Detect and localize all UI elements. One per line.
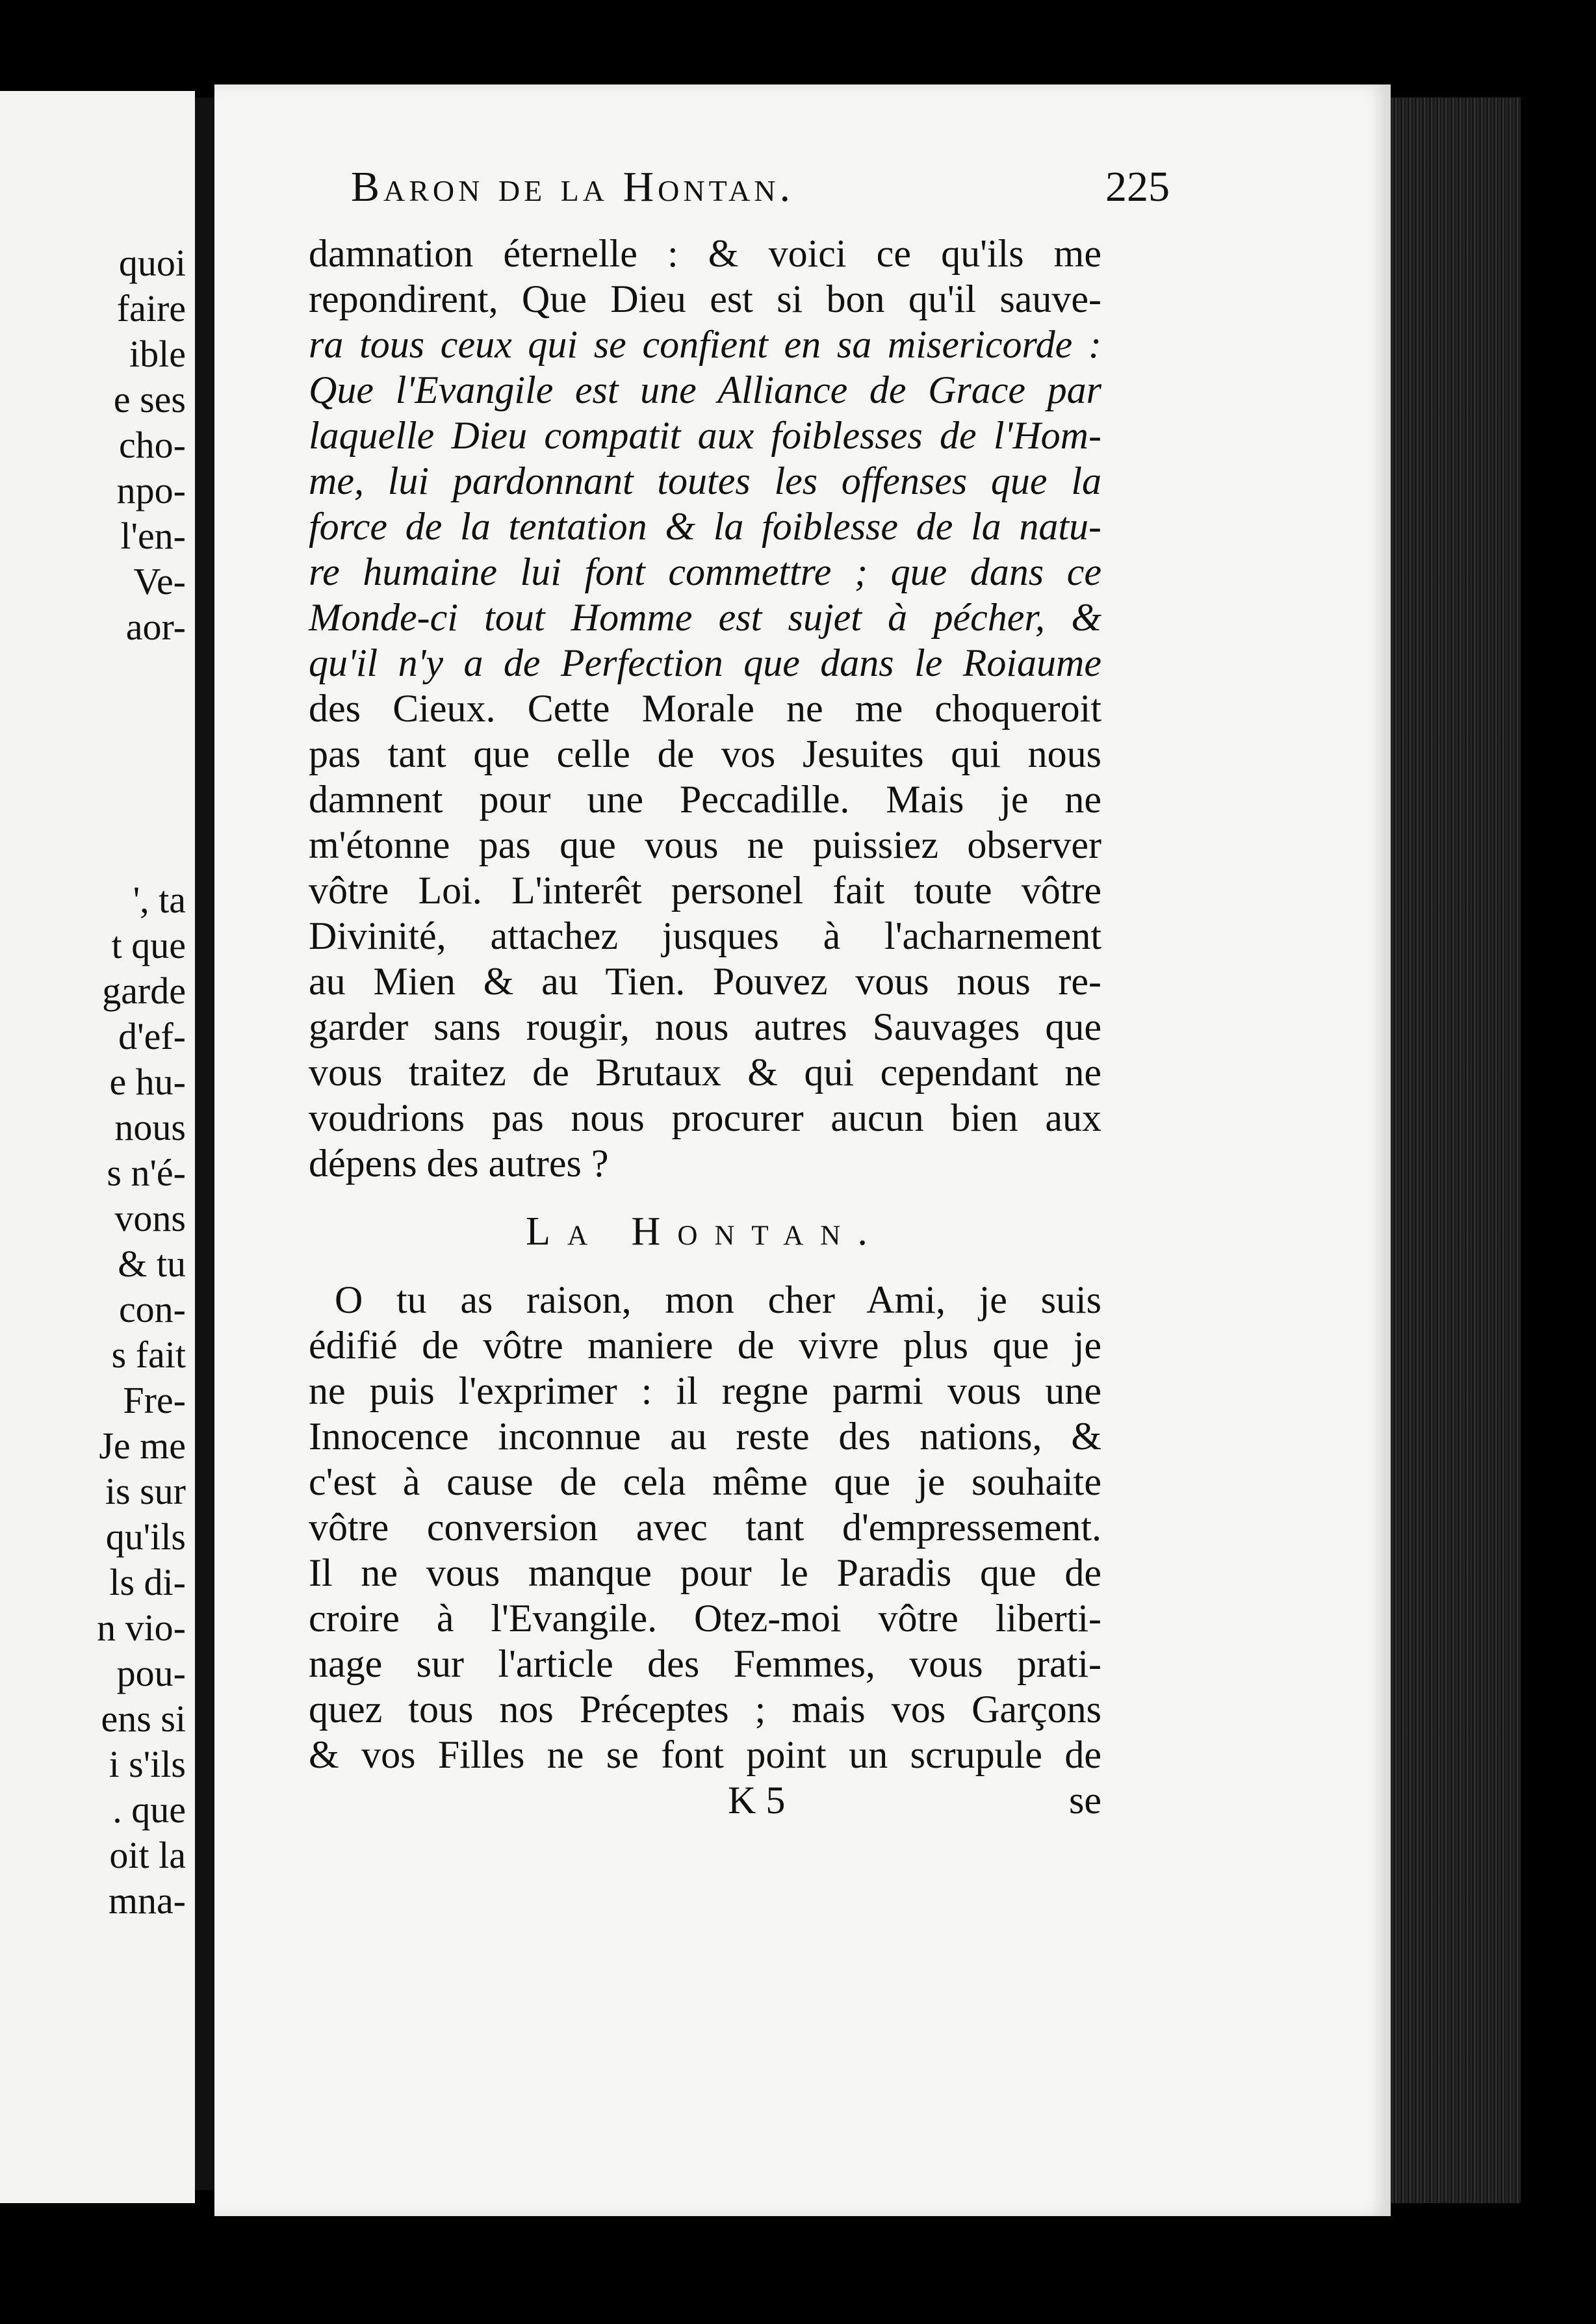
page-number: 225 bbox=[1105, 163, 1170, 211]
text-line: repondirent, Que Dieu est si bon qu'il sauve- bbox=[309, 278, 1101, 320]
left-page-fragment bbox=[0, 91, 195, 2203]
left-page-line: oit la bbox=[109, 1834, 186, 1876]
running-head: Baron de la Hontan. bbox=[351, 163, 794, 211]
text-line: vous traitez de Brutaux & qui cependant ne bbox=[309, 1051, 1101, 1094]
signature-mark: K 5 bbox=[728, 1779, 786, 1822]
left-page-line: ls di- bbox=[109, 1561, 186, 1603]
left-page-line: s n'é- bbox=[107, 1152, 186, 1194]
text-line: laquelle Dieu compatit aux foiblesses de l'Hom- bbox=[309, 414, 1101, 457]
text-line: ne puis l'exprimer : il regne parmi vous une bbox=[309, 1369, 1101, 1412]
text-line: m'étonne pas que vous ne puissiez observer bbox=[309, 823, 1101, 866]
text-line: qu'il n'y a de Perfection que dans le Roiaume bbox=[309, 641, 1101, 684]
text-line: au Mien & au Tien. Pouvez vous nous re- bbox=[309, 960, 1101, 1003]
left-page-line: vons bbox=[114, 1197, 186, 1239]
left-page-line: con- bbox=[118, 1288, 186, 1330]
text-line: Innocence inconnue au reste des nations, & bbox=[309, 1415, 1101, 1458]
left-page-line: faire bbox=[116, 287, 186, 329]
text-line: me, lui pardonnant toutes les offenses que la bbox=[309, 459, 1101, 502]
text-line: & vos Filles ne se font point un scrupule de bbox=[309, 1733, 1101, 1776]
left-page-line: Fre- bbox=[123, 1379, 186, 1421]
left-page-line: garde bbox=[102, 970, 186, 1012]
text-line: dépens des autres ? bbox=[309, 1142, 609, 1185]
left-page-line: quoi bbox=[118, 242, 186, 284]
catchword: se bbox=[1069, 1779, 1101, 1822]
left-page-line: l'en- bbox=[120, 515, 186, 557]
book-gutter bbox=[195, 97, 214, 2190]
left-page-line: mna- bbox=[108, 1879, 186, 1922]
text-line: force de la tentation & la foiblesse de la natu- bbox=[309, 505, 1101, 548]
left-page-line: d'ef- bbox=[118, 1015, 186, 1057]
text-line: quez tous nos Préceptes ; mais vos Garçons bbox=[309, 1688, 1101, 1731]
left-page-line: Je me bbox=[99, 1425, 186, 1467]
left-page-line: t que bbox=[111, 924, 186, 966]
left-page-line: i s'ils bbox=[109, 1743, 186, 1785]
left-page-line: ', ta bbox=[133, 879, 186, 921]
text-line: voudrions pas nous procurer aucun bien aux bbox=[309, 1096, 1101, 1139]
page-footer bbox=[309, 1777, 1101, 1823]
left-page-line: ible bbox=[129, 333, 186, 375]
left-page-line: cho- bbox=[118, 424, 186, 466]
left-page-line: & tu bbox=[118, 1243, 186, 1285]
text-line: c'est à cause de cela même que je souhaite bbox=[309, 1460, 1101, 1503]
body-text bbox=[309, 231, 1101, 1823]
left-page-line: ens si bbox=[101, 1698, 186, 1740]
text-line: garder sans rougir, nous autres Sauvages que bbox=[309, 1005, 1101, 1048]
section-heading: La Hontan. bbox=[526, 1209, 884, 1254]
text-line: O tu as raison, mon cher Ami, je suis bbox=[335, 1278, 1101, 1321]
page-edge bbox=[1391, 97, 1521, 2203]
text-line: pas tant que celle de vos Jesuites qui nous bbox=[309, 732, 1101, 775]
text-line: Que l'Evangile est une Alliance de Grace par bbox=[309, 368, 1101, 411]
left-page-line: s fait bbox=[111, 1334, 186, 1376]
text-line: re humaine lui font commettre ; que dans ce bbox=[309, 550, 1101, 593]
text-line: croire à l'Evangile. Otez-moi vôtre liberti- bbox=[309, 1597, 1101, 1640]
left-page-line: aor- bbox=[125, 606, 186, 648]
text-line: ra tous ceux qui se confient en sa misericorde : bbox=[309, 323, 1101, 366]
page-header bbox=[351, 162, 1170, 227]
paragraph-dialogue-2 bbox=[309, 1277, 1101, 1777]
text-line: nage sur l'article des Femmes, vous prati- bbox=[309, 1642, 1101, 1685]
text-line: damnation éternelle : & voici ce qu'ils me bbox=[309, 232, 1101, 275]
text-line: des Cieux. Cette Morale ne me choqueroit bbox=[309, 687, 1101, 730]
left-page-line: n vio- bbox=[97, 1607, 186, 1649]
text-line: Il ne vous manque pour le Paradis que de bbox=[309, 1551, 1101, 1594]
left-page-line: qu'ils bbox=[105, 1516, 186, 1558]
text-line: Divinité, attachez jusques à l'acharnement bbox=[309, 914, 1101, 957]
text-line: Monde-ci tout Homme est sujet à pécher, & bbox=[309, 596, 1101, 639]
left-page-line: is sur bbox=[105, 1470, 186, 1512]
left-page-line: pou- bbox=[116, 1652, 186, 1694]
left-page-line: . que bbox=[112, 1788, 186, 1831]
left-page-line: Ve- bbox=[133, 560, 186, 602]
text-line: damnent pour une Peccadille. Mais je ne bbox=[309, 778, 1101, 821]
text-line: vôtre Loi. L'interêt personel fait toute vôtre bbox=[309, 869, 1101, 912]
text-line: vôtre conversion avec tant d'empressement. bbox=[309, 1506, 1101, 1549]
text-line: édifié de vôtre maniere de vivre plus que je bbox=[309, 1324, 1101, 1367]
left-page-line: e hu- bbox=[109, 1061, 186, 1103]
left-page-line: e ses bbox=[113, 378, 186, 420]
left-page-line: nous bbox=[114, 1106, 186, 1148]
left-page-line: npo- bbox=[116, 469, 186, 511]
paragraph-dialogue-1 bbox=[309, 231, 1101, 1186]
